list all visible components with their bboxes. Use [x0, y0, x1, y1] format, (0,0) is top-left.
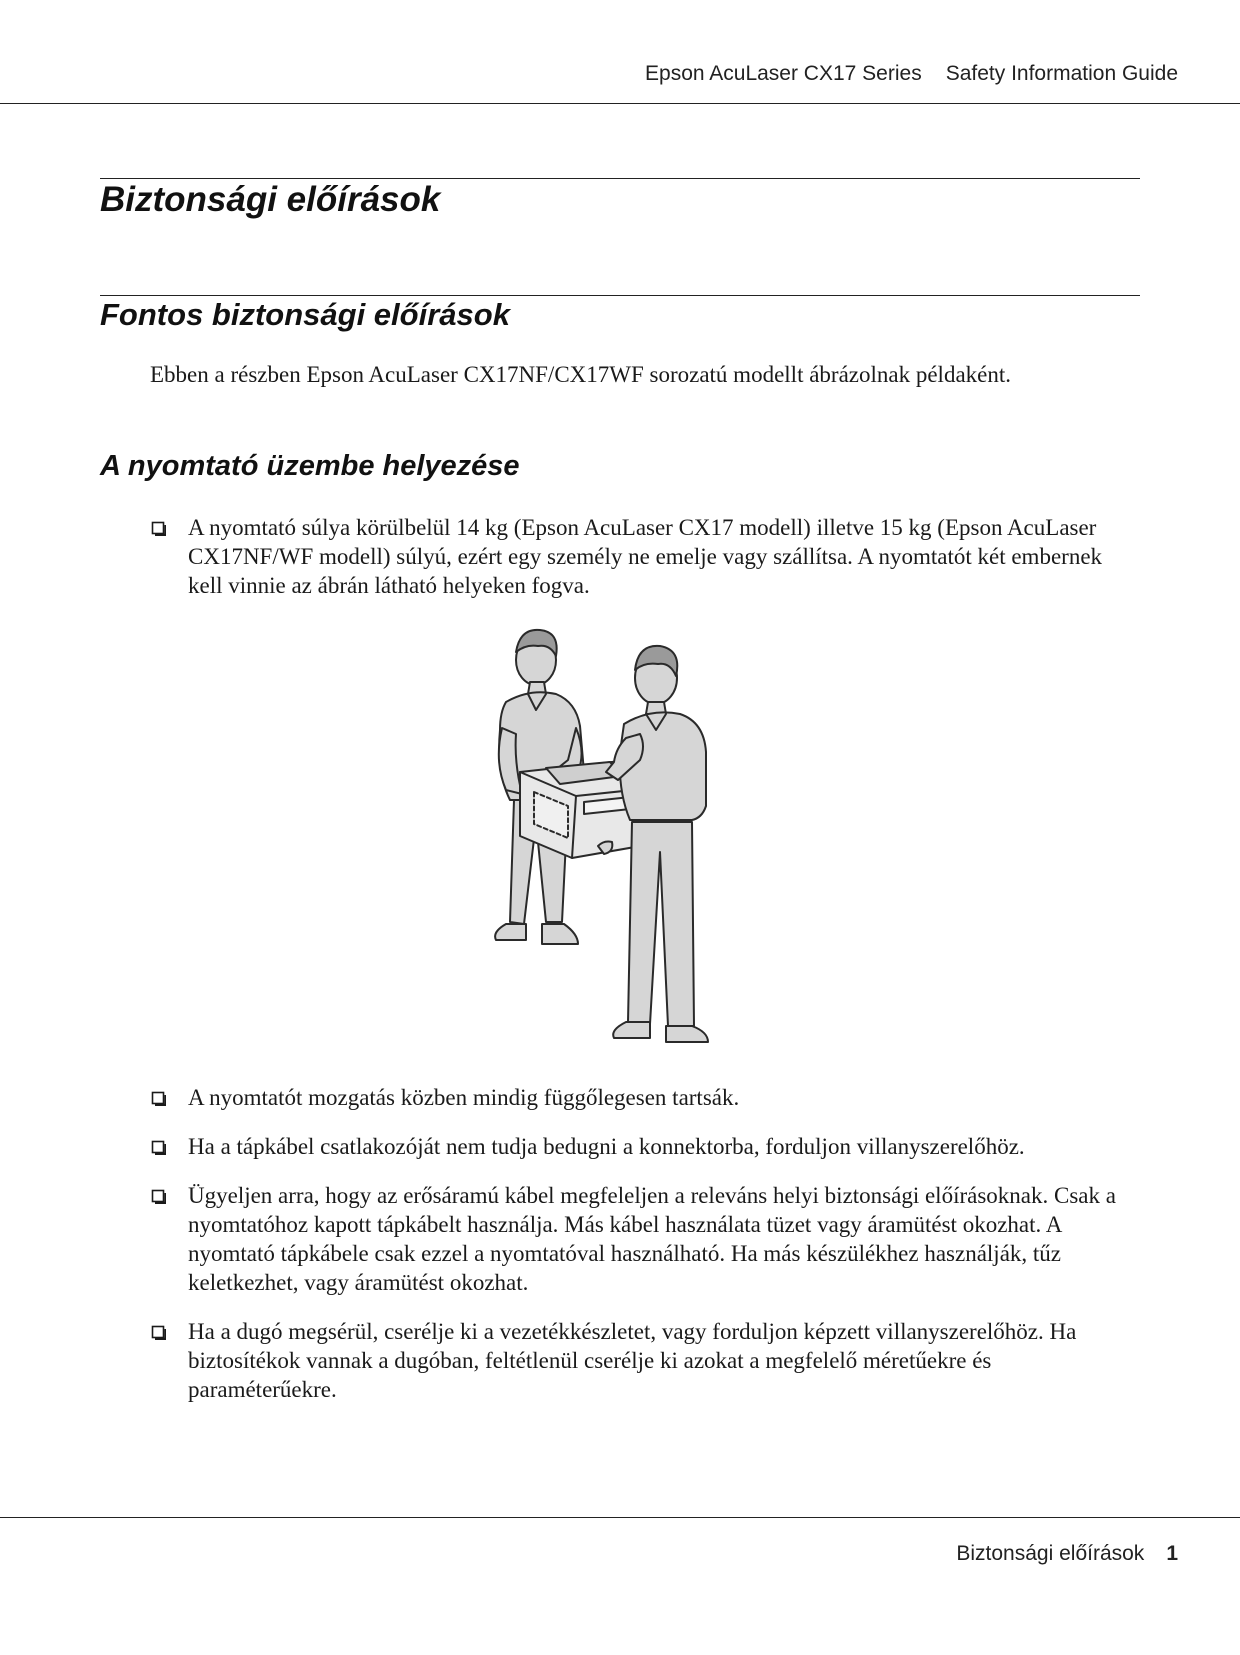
- running-header: [645, 62, 1178, 86]
- footer-section: Biztonsági előírások: [956, 1542, 1145, 1565]
- bullet-list-bottom: [150, 1083, 1140, 1424]
- running-footer: [956, 1542, 1178, 1566]
- two-people-carrying-printer-illustration: [480, 622, 770, 1047]
- list-item: [150, 1181, 1140, 1297]
- list-item-text: A nyomtató súlya körülbelül 14 kg (Epson AcuLaser CX17 modell) illetve 15 kg (Epson AcuLaser CX17NF/WF modell) súlyú, ezért egy személy ne emelje vagy szállítsa. A nyomtatót két embernek kell vinnie az ábrán látható helyeken fogva.: [188, 515, 1103, 598]
- header-rule: [0, 103, 1240, 104]
- bullet-list-top: [150, 513, 1140, 620]
- list-item: [150, 1132, 1140, 1161]
- checkbox-bullet-icon: [150, 1324, 166, 1340]
- chapter-title: Biztonsági előírások: [100, 180, 441, 219]
- list-item-text: A nyomtatót mozgatás közben mindig függőlegesen tartsák.: [188, 1085, 740, 1110]
- list-item: [150, 1083, 1140, 1112]
- section-title: Fontos biztonsági előírások: [100, 297, 510, 332]
- list-item-text: Ügyeljen arra, hogy az erősáramú kábel megfeleljen a releváns helyi biztonsági előírásoknak. Csak a nyomtatóhoz kapott tápkábelt használja. Más kábel használata tüzet vagy áramütést okozhat. A nyomtató tápkábele csak ezzel a nyomtatóval használható. Ha más készülékhez használják, tűz keletkezhet, vagy áramütést okozhat.: [188, 1183, 1116, 1295]
- header-product: Epson AcuLaser CX17 Series: [645, 62, 922, 85]
- list-item: [150, 513, 1140, 600]
- list-item-text: Ha a tápkábel csatlakozóját nem tudja bedugni a konnektorba, forduljon villanyszerelőhöz.: [188, 1134, 1025, 1159]
- footer-rule: [0, 1517, 1240, 1518]
- list-item: [150, 1317, 1140, 1404]
- checkbox-bullet-icon: [150, 520, 166, 536]
- intro-paragraph: Ebben a részben Epson AcuLaser CX17NF/CX17WF sorozatú modellt ábrázolnak példaként.: [150, 362, 1011, 387]
- checkbox-bullet-icon: [150, 1090, 166, 1106]
- header-guide: Safety Information Guide: [945, 62, 1178, 85]
- page-number: 1: [1166, 1542, 1178, 1565]
- checkbox-bullet-icon: [150, 1188, 166, 1204]
- subsection-title: A nyomtató üzembe helyezése: [100, 450, 520, 482]
- list-item-text: Ha a dugó megsérül, cserélje ki a vezetékkészletet, vagy forduljon képzett villanyszerelőhöz. Ha biztosítékok vannak a dugóban, feltétlenül cserélje ki azokat a megfelelő méretűekre és paraméterűekre.: [188, 1319, 1077, 1402]
- chapter-rule: [100, 178, 1140, 179]
- section-rule: [100, 295, 1140, 296]
- checkbox-bullet-icon: [150, 1139, 166, 1155]
